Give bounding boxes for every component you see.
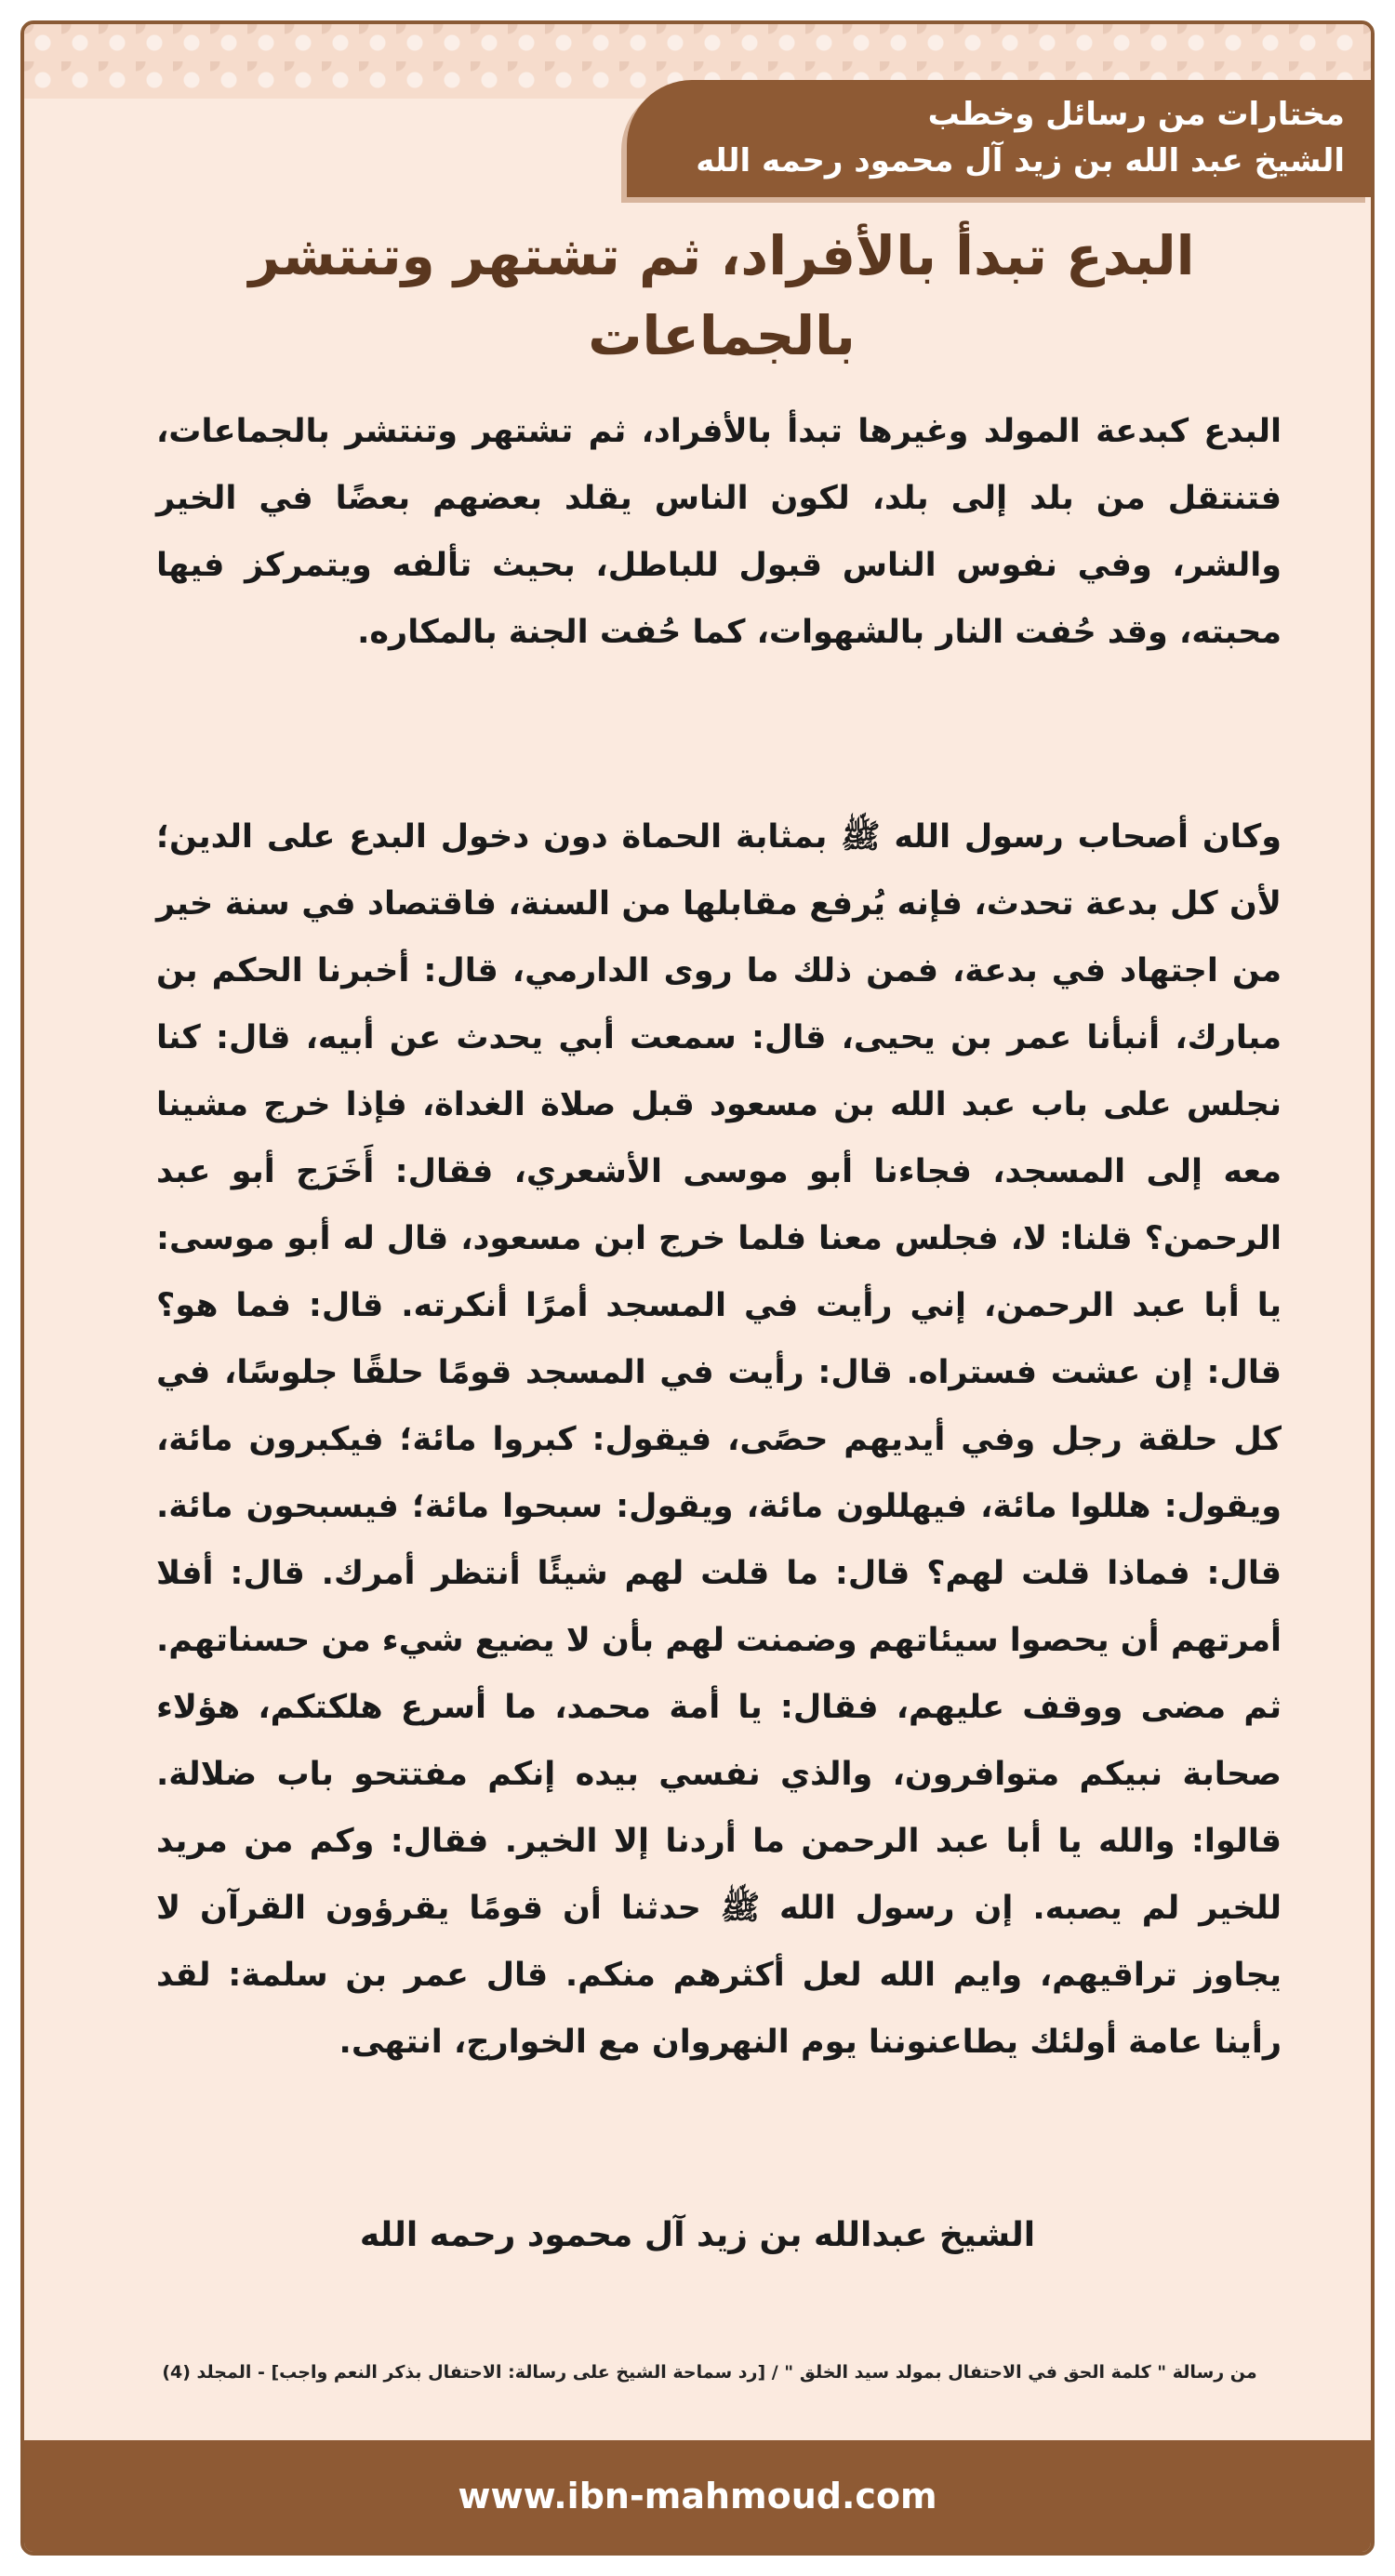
header-author-name: الشيخ عبد الله بن زيد آل محمود رحمه الله (696, 142, 1345, 179)
body-paragraph-2: وكان أصحاب رسول الله ﷺ بمثابة الحماة دون دخول البدع على الدين؛ لأن كل بدعة تحدث، فإنه يُرفع مقابلها من السنة، فاقتصاد في سنة خير من اجتهاد في بدعة، فمن ذلك ما روى الدارمي، قال: أخبرنا الحكم بن مبارك، أنبأنا عمر بن يحيى، قال: سمعت أبي يحدث عن أبيه، قال: كنا نجلس على باب عبد الله بن مسعود قبل صلاة الغداة، فإذا خرج مشينا معه إلى المسجد، فجاءنا أبو موسى الأشعري، فقال: أَخَرَج أبو عبد الرحمن؟ قلنا: لا، فجلس معنا فلما خرج ابن مسعود، قال له أبو موسى: يا أبا عبد الرحمن، إني رأيت في المسجد أمرًا أنكرته. قال: فما هو؟ قال: إن عشت فستراه. قال: رأيت في المسجد قومًا حلقًا جلوسًا، في كل حلقة رجل وفي أيديهم حصًى، فيقول: كبروا مائة؛ فيكبرون مائة، ويقول: هللوا مائة، فيهللون مائة، ويقول: سبحوا مائة؛ فيسبحون مائة. قال: فماذا قلت لهم؟ قال: ما قلت لهم شيئًا أنتظر أمرك. قال: أفلا أمرتهم أن يحصوا سيئاتهم وضمنت لهم بأن لا يضيع شيء من حسناتهم. ثم مضى ووقف عليهم، فقال: يا أمة محمد، ما أسرع هلكتكم، هؤلاء صحابة نبيكم متوافرون، والذي نفسي بيده إنكم مفتتحو باب ضلالة. قالوا: والله يا أبا عبد الرحمن ما أردنا إلا الخير. فقال: وكم من مريد للخير لم يصبه. إن رسول الله ﷺ حدثنا أن قومًا يقرؤون القرآن لا يجاوز تراقيهم، وايم الله لعل أكثرهم منكم. قال عمر بن سلمة: لقد رأينا عامة أولئك يطاعنوننا يوم النهروان مع الخوارج، انتهى. (156, 818, 1282, 2061)
source-citation: من رسالة " كلمة الحق في الاحتفال بمولد سيد الخلق " / [رد سماحة الشيخ على رسالة: الاحتفال بذكر النعم واجب] - المجلد (4) (162, 2362, 1257, 2383)
website-link[interactable]: www.ibn-mahmoud.com (458, 2476, 937, 2516)
article-title: البدع تبدأ بالأفراد، ثم تشتهر وتنتشر بالجماعات (248, 224, 1195, 367)
author-signature: الشيخ عبدالله بن زيد آل محمود رحمه الله (359, 2216, 1036, 2254)
footer-bar (24, 2440, 1371, 2552)
page-frame (20, 20, 1375, 2556)
body-paragraph-1: البدع كبدعة المولد وغيرها تبدأ بالأفراد، ثم تشتهر وتنتشر بالجماعات، فتنتقل من بلد إلى بلد، لكون الناس يقلد بعضهم بعضًا في الخير والشر، وفي نفوس الناس قبول للباطل، بحيث تألفه ويتمركز فيها محبته، وقد حُفت النار بالشهوات، كما حُفت الجنة بالمكاره. (156, 413, 1282, 651)
header-series-title: مختارات من رسائل وخطب (927, 96, 1345, 133)
header-banner (627, 80, 1371, 197)
